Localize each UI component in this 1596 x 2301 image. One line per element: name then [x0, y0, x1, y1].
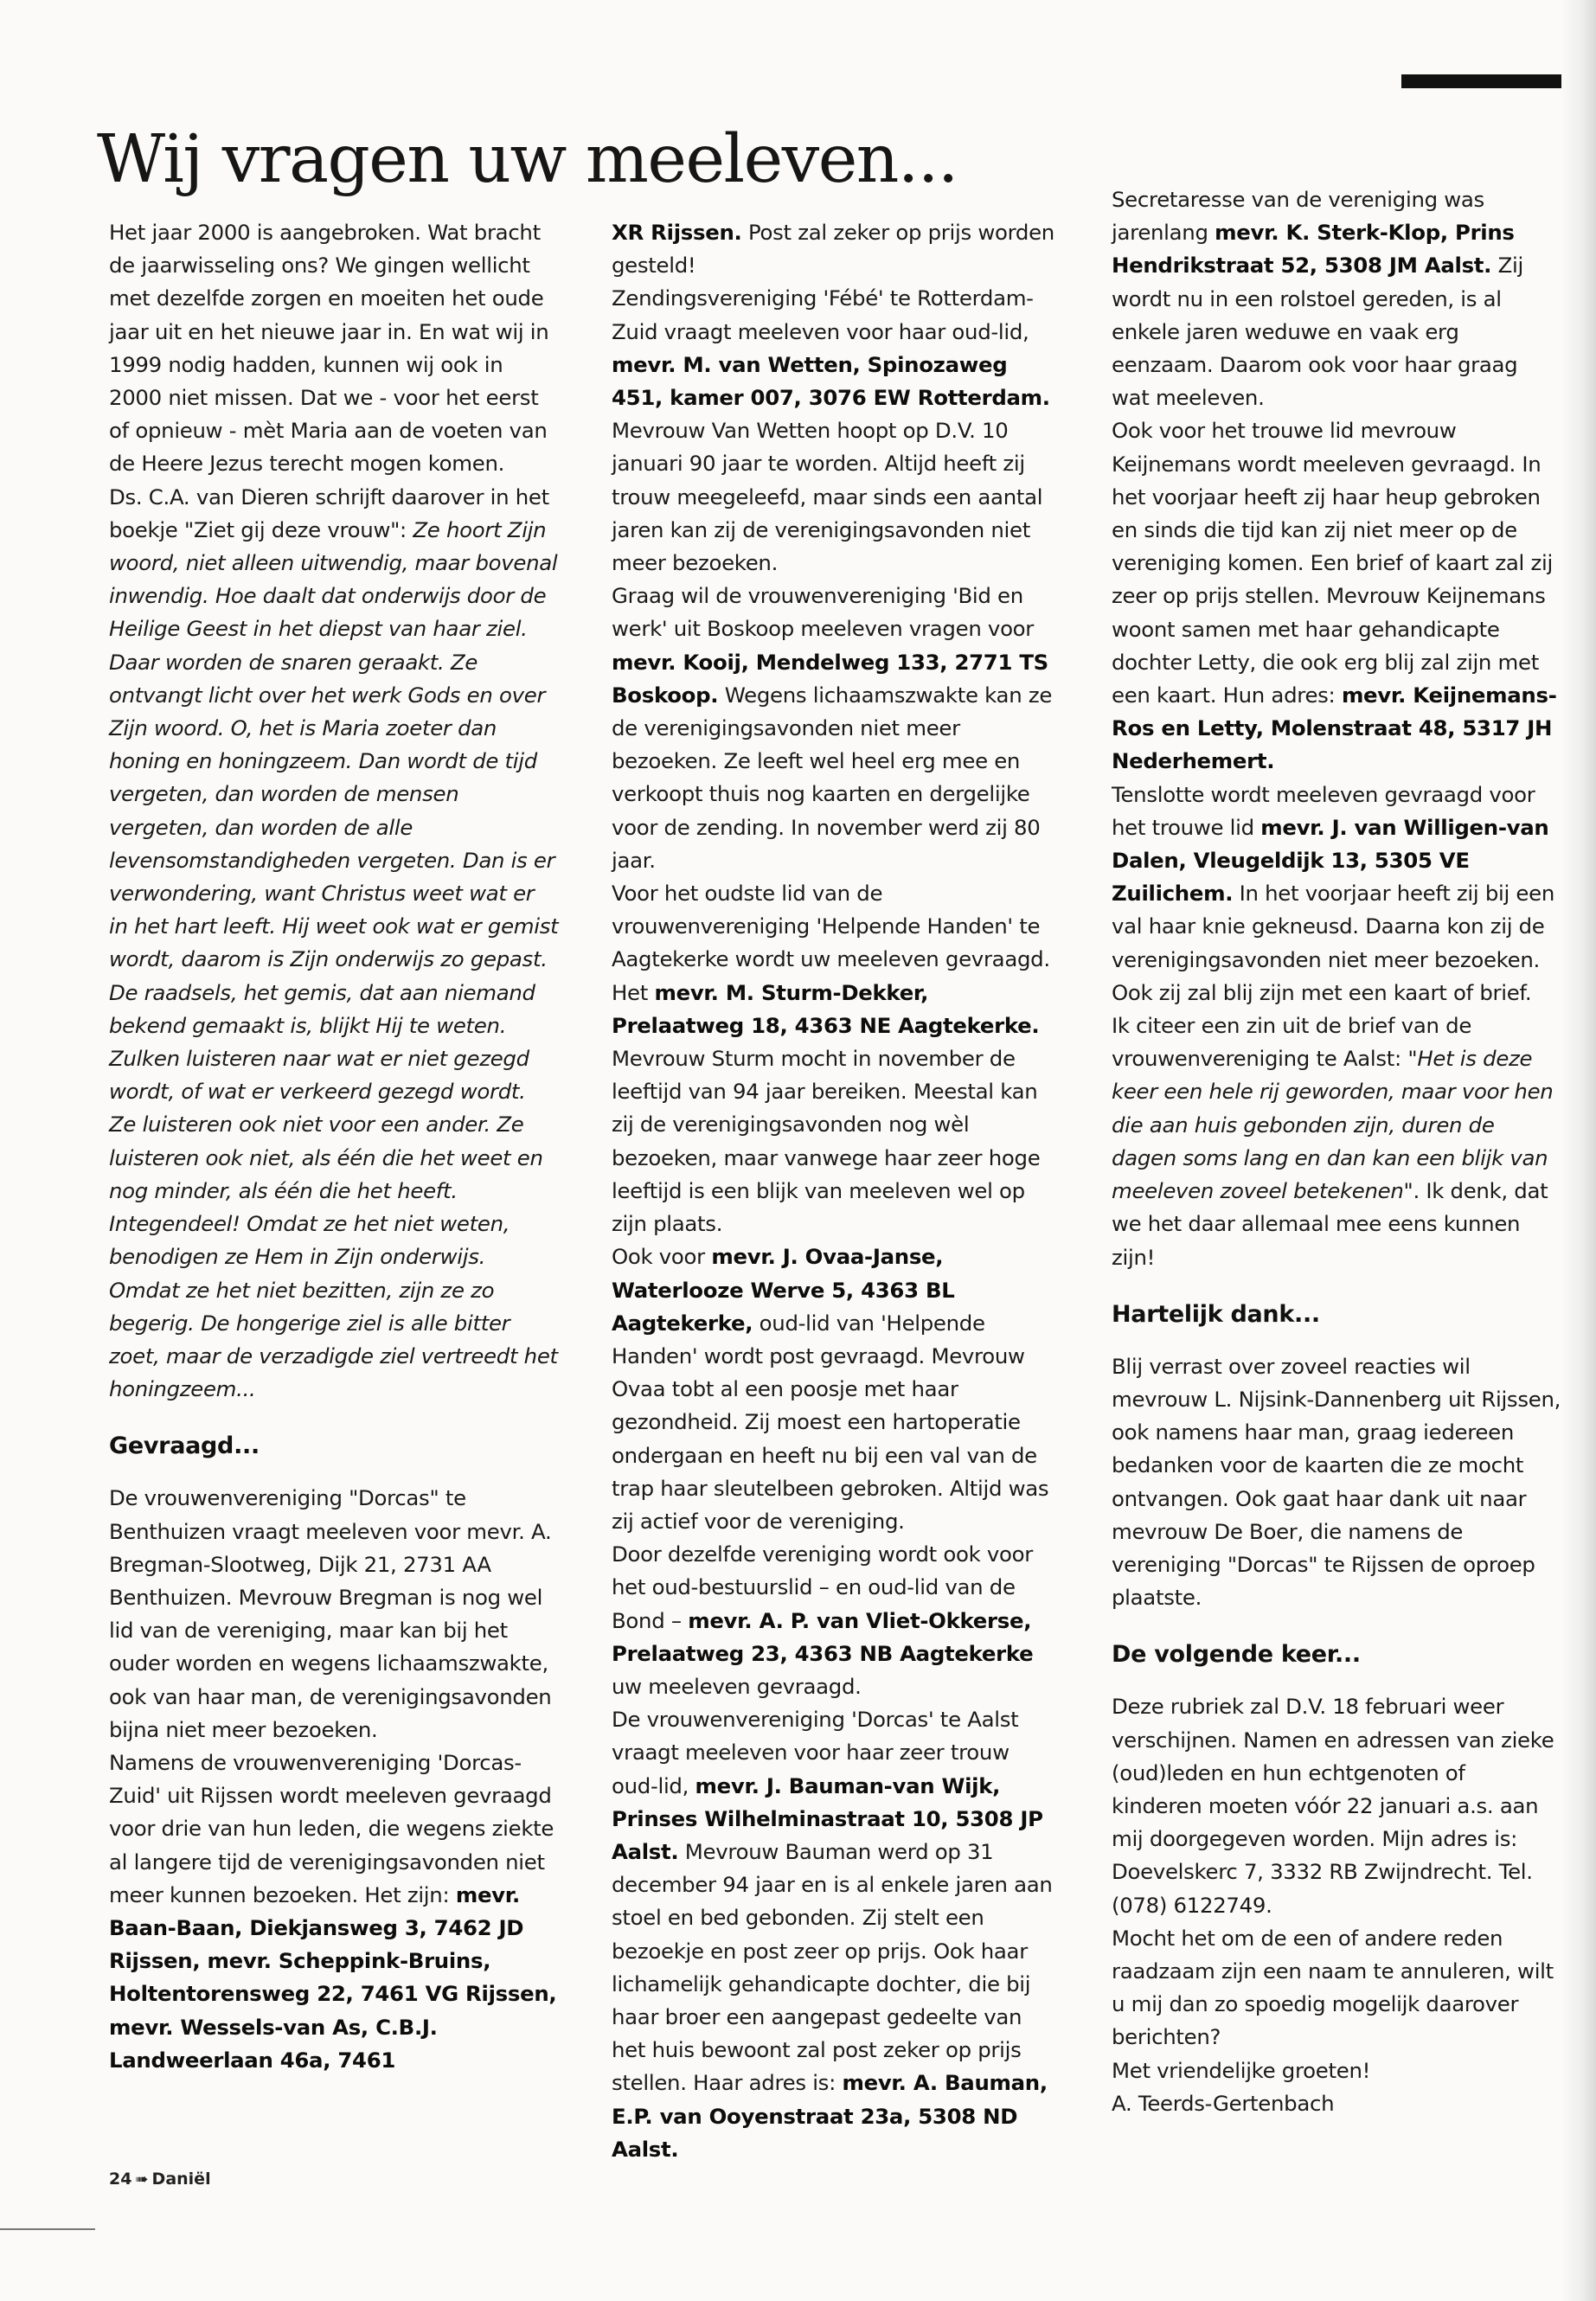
address-bold: XR Rijssen. — [612, 220, 742, 245]
sterk-klop-paragraph — [1112, 183, 1561, 414]
keijnemans-paragraph — [1112, 414, 1561, 778]
section-heading-hartelijk-dank: Hartelijk dank... — [1112, 1300, 1320, 1328]
author-signature: A. Teerds-Gertenbach — [1112, 2090, 1335, 2116]
van-willigen-paragraph — [1112, 779, 1561, 1009]
section-heading-gevraagd: Gevraagd... — [109, 1433, 260, 1460]
paragraph-text: Wegens lichaamszwakte kan ze de verenigingsavonden niet meer bezoeken. Ze leeft wel heel erg mee en verkoopt thuis nog kaarten en dergelijke voor de zending. In november werd zij 80 jaar. — [612, 682, 1053, 873]
sturm-paragraph: Mevrouw Sturm mocht in november de leeftijd van 94 jaar bereiken. Meestal kan zij de verenigingsavonden nog wèl bezoeken, maar vanwege haar zeer hoge leeftijd is een blijk van meeleven wel op zijn plaats. — [612, 1046, 1041, 1237]
paragraph-text: Zij wordt nu in een rolstoel gereden, is al enkele jaren weduwe en vaak erg eenzaam. Daarom ook voor haar graag wat meeleven. — [1112, 253, 1523, 411]
rijssen-continued — [612, 216, 1061, 282]
bid-en-werk-paragraph — [612, 580, 1061, 877]
paragraph-text: Tenslotte wordt meeleven gevraagd voor het trouwe lid — [1112, 781, 1535, 840]
paragraph-text: In het voorjaar heeft zij bij een val haar knie gekneusd. Daarna kon zij de verenigingsavonden niet meer bezoeken. Ook zij zal blij zijn met een kaart of brief. — [1112, 881, 1554, 1005]
paragraph-text: oud-lid van 'Helpende Handen' wordt post gevraagd. Mevrouw Ovaa tobt al een poosje met haar gezondheid. Zij moest een hartoperatie ondergaan en heeft nu bij een val van de trap haar sleutelbeen gebroken. Altijd was zij actief voor de vereniging. — [612, 1310, 1049, 1534]
greeting: Met vriendelijke groeten! — [1112, 2057, 1371, 2083]
febe-paragraph — [612, 282, 1061, 580]
paragraph-text: Ook voor — [612, 1244, 712, 1270]
paragraph-text: Door dezelfde vereniging wordt ook voor het oud-bestuurslid – en oud-lid van de Bond – — [612, 1541, 1034, 1633]
citation-italic: Het is deze keer een hele rij geworden, maar voor hen die aan huis gebonden zijn, duren de dagen soms lang en dan kan een blijk van meeleven zoveel betekenen — [1112, 1046, 1554, 1204]
cancel-paragraph: Mocht het om de een of andere reden raadzaam zijn een naam te annuleren, wilt u mij dan zo spoedig mogelijk daarover berichten? — [1112, 1925, 1554, 2050]
address-bold: mevr. J. Bauman-van Wijk, Prinses Wilhelminastraat 10, 5308 JP Aalst. — [612, 1772, 1043, 1864]
quote-text: Ze hoort Zijn woord, niet alleen uitwendig, maar bovenal inwendig. Hoe daalt dat onderwijs door de Heilige Geest in het diepst van haar ziel. Daar worden de snaren geraakt. Ze ontvangt licht over het werk Gods en over Zijn woord. O, het is Maria zoeter dan honing en honingzeem. Dan wordt de tijd vergeten, dan worden de mensen vergeten, dan worden de alle levensomstandigheden vergeten. Dan is er verwondering, want Christus weet wat er in het hart leeft. Hij weet ook wat er gemist wordt, daarom is Zijn onderwijs zo gepast. De raadsels, het gemis, dat aan niemand bekend gemaakt is, blijkt Hij te weten. Zulken luisteren naar wat er niet gezegd wordt, of wat er verkeerd gezegd wordt. Ze luisteren ook niet voor een ander. Ze luisteren ook niet, als één die het weet en nog minder, als één die het heeft. Integendeel! Omdat ze het niet weten, benodigen ze Hem in Zijn onderwijs. Omdat ze het niet bezitten, zijn ze zo begerig. De hongerige ziel is alle bitter zoet, maar de verzadigde ziel vertreedt het honingzeem... — [109, 516, 559, 1402]
paragraph-text: Secretaresse van de vereniging was jarenlang — [1112, 187, 1484, 246]
paragraph-text: Zendingsvereniging 'Fébé' te Rotterdam-Zuid vraagt meeleven voor haar oud-lid, — [612, 285, 1034, 344]
paragraph-text: Voor het oudste lid van de vrouwenvereniging 'Helpende Handen' te Aagtekerke wordt uw meeleven gevraagd. Het — [612, 881, 1050, 1005]
quote-paragraph — [109, 481, 559, 1407]
thanks-paragraph: Blij verrast over zoveel reacties wil mevrouw L. Nijsink-Dannenberg uit Rijssen, ook namens haar man, graag iedereen bedanken voor de kaarten die ze mocht ontvangen. Ook gaat haar dank uit naar mevrouw De Boer, die namens de vereniging "Dorcas" te Rijssen de oproep plaatste. — [1112, 1353, 1561, 1611]
ovaa-paragraph — [612, 1240, 1061, 1538]
paragraph-text: De vrouwenvereniging 'Dorcas' te Aalst vraagt meeleven voor haar zeer trouw oud-lid, — [612, 1707, 1019, 1798]
address-bold: mevr. A. P. van Vliet-Okkerse, Prelaatweg 23, 4363 NB Aagtekerke — [612, 1607, 1034, 1666]
dorcas-aalst-paragraph — [612, 1703, 1061, 2166]
page-number: 24 — [109, 2170, 132, 2189]
paragraph-text: ". Ik denk, dat we het daar allemaal mee eens kunnen zijn! — [1112, 1178, 1548, 1270]
section-heading-volgende-keer: De volgende keer... — [1112, 1641, 1361, 1669]
citation-paragraph — [1112, 1009, 1561, 1274]
intro-paragraph: Het jaar 2000 is aangebroken. Wat bracht de jaarwisseling ons? We gingen wellicht met dezelfde zorgen en moeiten het oude jaar uit en het nieuwe jaar in. En wat wij in 1999 nodig hadden, kunnen wij ook in 2000 niet missen. Dat we - voor het eerst of opnieuw - mèt Maria aan de voeten van de Heere Jezus terecht mogen komen. — [109, 220, 549, 477]
helpende-handen-paragraph — [612, 877, 1061, 1042]
paragraph-text: Mevrouw Bauman werd op 31 december 94 jaar en is al enkele jaren aan stoel en bed gebonden. Zij stelt een bezoekje en post zeer op prijs. Ook haar lichamelijk gehandicapte dochter, die bij haar broer een aangepast gedeelte van het huis bewoont zal post zeker op prijs stellen. Haar adres is: — [612, 1838, 1053, 2096]
column-2 — [612, 216, 1061, 2166]
magazine-name: Daniël — [151, 2170, 211, 2189]
address-bold: mevr. J. van Willigen-van Dalen, Vleugeldijk 13, 5305 VE Zuilichem. — [1112, 814, 1549, 907]
page-title: Wij vragen uw meeleven... — [97, 121, 958, 198]
address-bold: mevr. K. Sterk-Klop, Prins Hendrikstraat 52, 5308 JM Aalst. — [1112, 220, 1515, 279]
paragraph-text: Mevrouw Van Wetten hoopt op D.V. 10 januari 90 jaar te worden. Altijd heeft zij trouw meegeleefd, maar sinds een aantal jaren kan zij de verenigingsavonden niet meer bezoeken. — [612, 418, 1043, 576]
paragraph-text: Ik citeer een zin uit de brief van de vrouwenvereniging te Aalst: " — [1112, 1013, 1472, 1072]
bottom-rule — [0, 2228, 95, 2230]
paragraph-text: uw meeleven gevraagd. — [612, 1673, 862, 1699]
paragraph-text: Post zal zeker op prijs worden gesteld! — [612, 220, 1054, 279]
van-vliet-paragraph — [612, 1538, 1061, 1703]
address-bold: mevr. J. Ovaa-Janse, Waterlooze Werve 5, 4363 BL Aagtekerke, — [612, 1244, 955, 1336]
address-bold: mevr. Baan-Baan, Diekjansweg 3, 7462 JD Rijssen, mevr. Scheppink-Bruins, Holtentorensweg 22, 7461 VG Rijssen, mevr. Wessels-van As, C.B.J. Landweerlaan 46a, 7461 — [109, 1881, 557, 2073]
address-bold: mevr. Kooij, Mendelweg 133, 2771 TS Boskoop. — [612, 649, 1048, 708]
column-1 — [109, 216, 559, 2077]
address-bold: mevr. M. Sturm-Dekker, Prelaatweg 18, 4363 NE Aagtekerke. — [612, 979, 1040, 1038]
paragraph-text: Namens de vrouwenvereniging 'Dorcas-Zuid' uit Rijssen wordt meeleven gevraagd voor drie van hun leden, die wegens ziekte al langere tijd de verenigingsavonden niet meer kunnen bezoeken. Het zijn: — [109, 1749, 554, 1907]
address-bold: mevr. Keijnemans-Ros en Letty, Molenstraat 48, 5317 JH Nederhemert. — [1112, 683, 1557, 774]
dorcas-benthuizen-paragraph: De vrouwenvereniging "Dorcas" te Benthuizen vraagt meeleven voor mevr. A. Bregman-Slootweg, Dijk 21, 2731 AA Benthuizen. Mevrouw Bregman is nog wel lid van de vereniging, maar kan bij het ouder worden en wegens lichaamszwakte, ook van haar man, de verenigingsavonden bijna niet meer bezoeken. — [109, 1485, 552, 1742]
address-bold: mevr. M. van Wetten, Spinozaweg 451, kamer 007, 3076 EW Rotterdam. — [612, 351, 1050, 411]
address-bold: mevr. A. Bauman, E.P. van Ooyenstraat 23a, 5308 ND Aalst. — [612, 2070, 1048, 2162]
column-3 — [1112, 183, 1561, 2120]
paragraph-text: Graag wil de vrouwenvereniging 'Bid en werk' uit Boskoop meeleven vragen voor — [612, 583, 1035, 642]
next-time-paragraph: Deze rubriek zal D.V. 18 februari weer verschijnen. Namen en adressen van zieke (oud)leden en hun echtgenoten of kinderen moeten vóór 22 januari a.s. aan mij doorgegeven worden. Mijn adres is: Doevelskerc 7, 3332 RB Zwijndrecht. Tel. (078) 6122749. — [1112, 1694, 1554, 1918]
quote-lead: Ds. C.A. van Dieren schrijft daarover in het boekje "Ziet gij deze vrouw": — [109, 484, 549, 542]
page-footer — [109, 2170, 211, 2189]
dorcas-zuid-paragraph — [109, 1747, 559, 2077]
paragraph-text: Ook voor het trouwe lid mevrouw Keijnemans wordt meeleven gevraagd. In het voorjaar heeft zij haar heup gebroken en sinds die tijd kan zij niet meer op de vereniging komen. Een brief of kaart zal zij zeer op prijs stellen. Mevrouw Keijnemans woont samen met haar gehandicapte dochter Letty, die ook erg blij zal zijn met een kaart. Hun adres: — [1112, 418, 1553, 708]
arrow-icon: ➠ — [135, 2170, 149, 2189]
page-edge-shadow — [1561, 0, 1596, 2301]
